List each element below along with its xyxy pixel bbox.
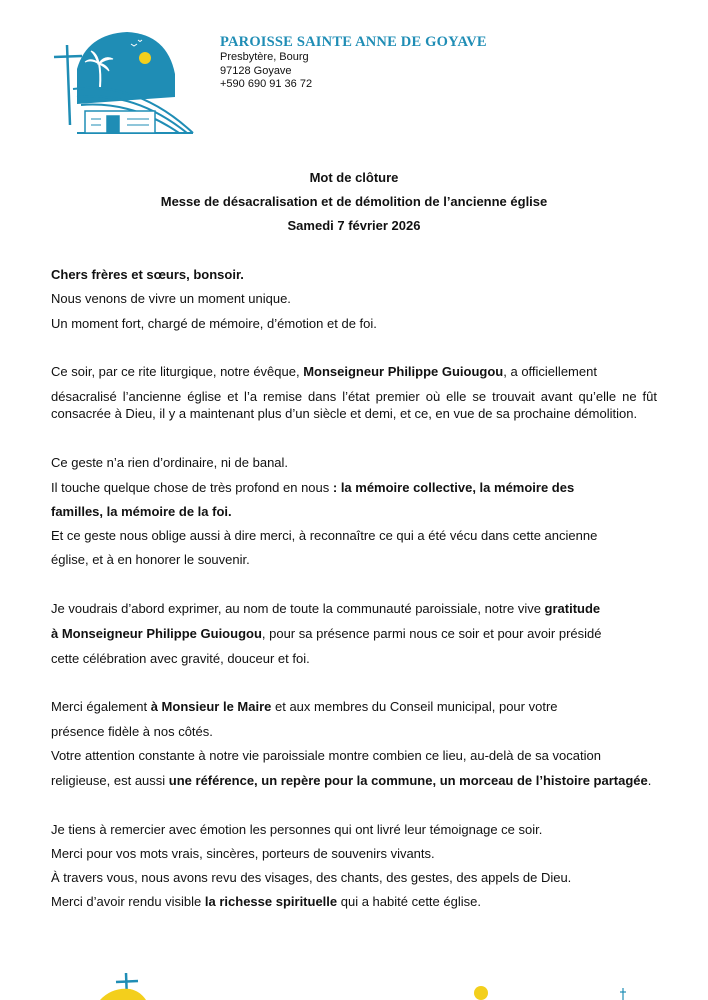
document-date: Samedi 7 février 2026	[287, 218, 421, 233]
paragraph-line: Votre attention constante à notre vie paroissiale montre combien ce lieu, au-delà de sa vocation	[51, 748, 601, 763]
bold-run: familles, la mémoire de la foi.	[51, 504, 232, 519]
paragraph-line: présence fidèle à nos côtés.	[51, 724, 213, 739]
text-run: religieuse, est aussi	[51, 773, 169, 788]
text-run: Merci d’avoir rendu visible	[51, 894, 205, 909]
parish-logo	[47, 29, 195, 139]
phone-number: +590 690 91 36 72	[220, 78, 313, 90]
parish-header	[220, 34, 487, 92]
text-run: Ce soir, par ce rite liturgique, notre évêque,	[51, 364, 304, 379]
text-run: Je voudrais d’abord exprimer, au nom de toute la communauté paroissiale, notre vive	[51, 601, 545, 616]
document-subtitle: Messe de désacralisation et de démolition de l’ancienne église	[160, 194, 548, 209]
greeting-line	[51, 267, 244, 283]
greeting-period: .	[240, 267, 244, 282]
paragraph-line: Ce geste n’a rien d’ordinaire, ni de banal.	[51, 455, 289, 470]
paragraph-line	[51, 480, 574, 496]
bold-run: : la mémoire collective, la mémoire des	[332, 480, 575, 495]
footer-decoration	[0, 965, 708, 1000]
paragraph-line	[51, 626, 602, 642]
text-run: Merci également	[51, 699, 151, 714]
footer-cross-right	[620, 988, 626, 1000]
paragraph-line: consacrée à Dieu, il y a maintenant plus d’un siècle et demi, et ce, en vue de sa prochaine démolition.	[51, 406, 638, 421]
paragraph-line: église, et à en honorer le souvenir.	[51, 552, 250, 567]
paragraph-line	[51, 773, 651, 789]
bold-run: gratitude	[544, 601, 601, 616]
address-line-1: Presbytère, Bourg	[220, 51, 309, 63]
text-run: , a officiellement	[503, 364, 597, 379]
logo-church	[85, 111, 155, 133]
address-line-2: 97128 Goyave	[220, 64, 292, 77]
paragraph-line: À travers vous, nous avons revu des visages, des chants, des gestes, des appels de Dieu.	[51, 870, 572, 885]
bold-run: à Monseigneur Philippe Guiougou	[51, 626, 262, 641]
paragraph-line: Nous venons de vivre un moment unique.	[51, 291, 291, 306]
paragraph-line	[51, 894, 481, 910]
paragraph-line: Merci pour vos mots vrais, sincères, porteurs de souvenirs vivants.	[51, 846, 435, 861]
document-title: Mot de clôture	[309, 170, 399, 185]
paragraph-line: Et ce geste nous oblige aussi à dire merci, à reconnaître ce qui a été vécu dans cette ancienne	[51, 528, 598, 543]
paragraph-line: désacralisé l’ancienne église et l’a remise dans l’état premier où elle se trouvait avant qu’elle ne fût	[51, 389, 657, 404]
text-run: qui a habité cette église.	[337, 894, 481, 909]
footer-yellow-shape	[100, 989, 146, 1000]
footer-sun	[474, 986, 488, 1000]
text-run: , pour sa présence parmi nous ce soir et pour avoir présidé	[261, 626, 602, 641]
text-run: et aux membres du Conseil municipal, pour votre	[271, 699, 558, 714]
logo-sun	[139, 52, 151, 64]
bold-run: la richesse spirituelle	[204, 894, 338, 909]
paragraph-line	[51, 601, 600, 617]
text-run: .	[647, 773, 652, 788]
paragraph-line: cette célébration avec gravité, douceur et foi.	[51, 651, 310, 666]
paragraph-line	[51, 699, 558, 715]
paragraph-line	[51, 364, 597, 380]
parish-name: PAROISSE SAINTE ANNE DE GOYAVE	[220, 34, 487, 50]
paragraph-line: Je tiens à remercier avec émotion les personnes qui ont livré leur témoignage ce soir.	[51, 822, 543, 837]
bold-run: une référence, un repère pour la commune, un morceau de l’histoire partagée	[168, 773, 648, 788]
paragraph-line: Un moment fort, chargé de mémoire, d’émotion et de foi.	[51, 316, 377, 331]
bold-run: Monseigneur Philippe Guiougou	[303, 364, 504, 379]
greeting-bold: Chers frères et sœurs, bonsoir	[51, 267, 241, 282]
paragraph-line	[51, 504, 232, 520]
bold-run: à Monsieur le Maire	[150, 699, 272, 714]
text-run: Il touche quelque chose de très profond en nous	[51, 480, 333, 495]
